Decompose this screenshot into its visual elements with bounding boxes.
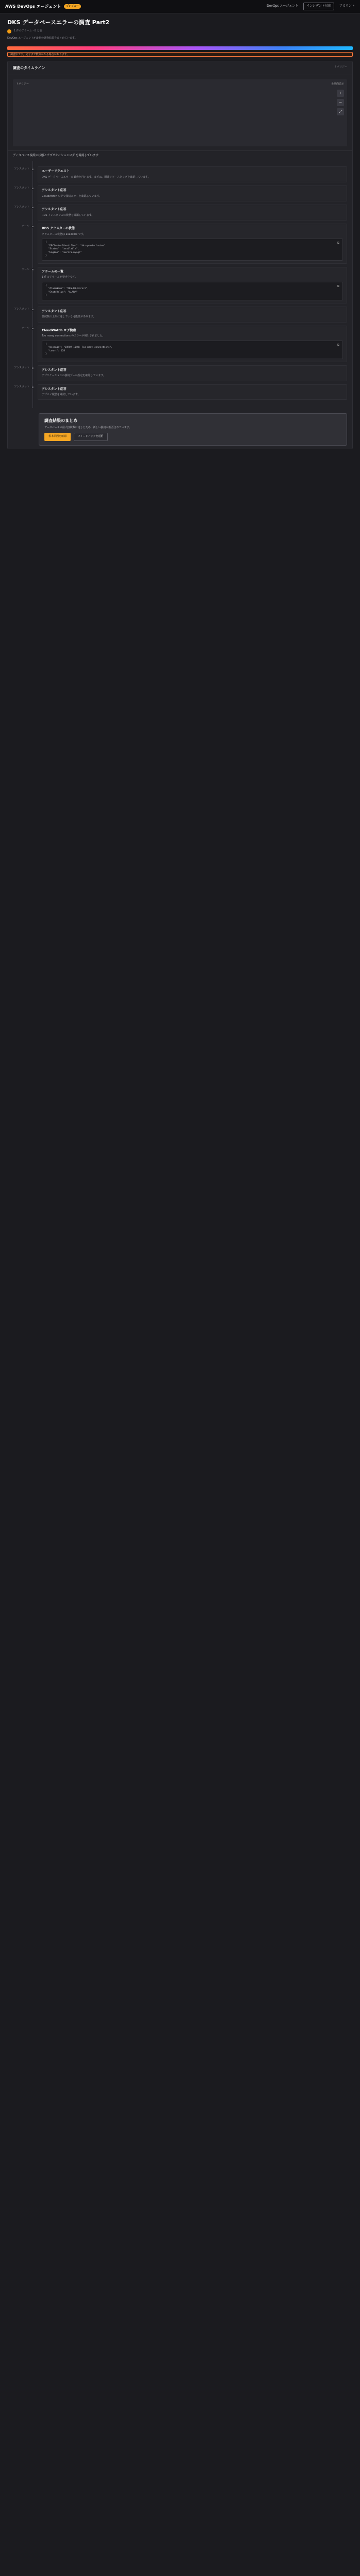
copy-icon[interactable]: ⧉ bbox=[337, 284, 339, 288]
timeline-step bbox=[13, 307, 347, 323]
step-body bbox=[38, 365, 347, 381]
step-title: アシスタント応答 bbox=[42, 368, 67, 372]
top-nav bbox=[267, 3, 355, 10]
topology-preview[interactable] bbox=[13, 79, 347, 146]
step-title: RDS クラスターの状態 bbox=[42, 227, 75, 231]
nav-item-incident[interactable]: インシデント対応 bbox=[303, 3, 334, 10]
timeline-step bbox=[13, 326, 347, 362]
investigation-card bbox=[7, 61, 353, 449]
step-title: ユーザーリクエスト bbox=[42, 170, 70, 174]
step-text: Too many connections のエラーが検出されました。 bbox=[42, 334, 105, 338]
timeline bbox=[8, 161, 352, 408]
step-body bbox=[38, 185, 347, 201]
step-dot-icon bbox=[31, 206, 34, 209]
step-dot-icon bbox=[31, 225, 34, 228]
alarm-dot-icon bbox=[7, 29, 11, 33]
step-actor: ツール bbox=[22, 267, 29, 271]
copy-icon[interactable]: ⧉ bbox=[337, 343, 339, 347]
page-meta bbox=[7, 29, 353, 33]
step-text: アプリケーションの接続プール設定を確認しています。 bbox=[42, 374, 106, 378]
card-title: 調査のタイムライン bbox=[13, 66, 45, 71]
summary-bubble bbox=[39, 413, 347, 445]
step-title: アシスタント応答 bbox=[42, 208, 67, 212]
card-subtitle[interactable]: トポロジー bbox=[334, 65, 347, 69]
step-actor: アシスタント bbox=[14, 167, 29, 171]
step-actor: アシスタント bbox=[14, 366, 29, 369]
brand-title: AWS DevOps エージェント bbox=[5, 4, 61, 9]
step-actor: アシスタント bbox=[14, 385, 29, 388]
fullscreen-label[interactable]: 全画面表示 bbox=[331, 82, 344, 86]
zoom-out-icon[interactable]: − bbox=[337, 99, 344, 106]
step-actor: アシスタント bbox=[14, 187, 29, 190]
timeline-step bbox=[13, 365, 347, 381]
step-dot-icon bbox=[31, 386, 34, 388]
step-code-text: { "message": "ERROR 1040: Too many connections", "count": 128 } bbox=[45, 343, 113, 356]
step-body bbox=[38, 224, 347, 264]
step-dot-icon bbox=[31, 187, 34, 190]
step-body bbox=[38, 326, 347, 362]
step-code bbox=[42, 239, 343, 261]
progress-gradient-bar bbox=[7, 46, 353, 50]
page-title: DKS データベースエラーの調査 Part2 bbox=[7, 19, 110, 26]
summary-text: データベースの最大接続数に達したため、新しい接続が拒否されています。 bbox=[44, 426, 132, 430]
step-body bbox=[38, 267, 347, 303]
fit-view-icon[interactable]: ⤢ bbox=[337, 108, 344, 115]
timeline-step bbox=[13, 384, 347, 400]
step-text: DKS データベースエラーの調査を行います。まずは、関連リソースとログを確認しています。 bbox=[42, 175, 151, 179]
step-code bbox=[42, 341, 343, 359]
step-actor: ツール bbox=[22, 326, 29, 330]
step-text: RDS インスタンスの状態を確認しています。 bbox=[42, 213, 94, 217]
notice-banner: 調査中です。完了まで数分かかる場合があります。 bbox=[7, 52, 353, 57]
step-title: アラームの一覧 bbox=[42, 269, 64, 274]
step-code-text: { "DBClusterIdentifier": "dks-prod-cluster", "Status": "available", "Engine": "aurora-mysql" } bbox=[45, 241, 107, 258]
timeline-heading: データベース接続の状態とアプリケーションログ を確認しています bbox=[8, 150, 352, 161]
timeline-step bbox=[13, 224, 347, 264]
timeline-step bbox=[13, 166, 347, 182]
card-header bbox=[8, 61, 352, 75]
feedback-button[interactable]: フィードバックを送信 bbox=[74, 433, 108, 440]
step-title: CloudWatch ログ検索 bbox=[42, 328, 76, 332]
step-dot-icon bbox=[31, 168, 34, 171]
step-dot-icon bbox=[31, 308, 34, 311]
step-actor: アシスタント bbox=[14, 307, 29, 311]
step-code bbox=[42, 282, 343, 300]
step-title: アシスタント応答 bbox=[42, 387, 67, 391]
preview-badge: プレビュー bbox=[64, 4, 81, 9]
nav-item-devops[interactable]: DevOps エージェント bbox=[267, 4, 299, 8]
nav-item-account[interactable]: アカウント bbox=[339, 4, 355, 8]
step-text: デプロイ履歴を確認しています。 bbox=[42, 393, 80, 397]
step-code-text: { "AlarmName": "DKS-DB-Errors", "StateValue": "ALARM" } bbox=[45, 284, 89, 297]
step-actor: アシスタント bbox=[14, 206, 29, 209]
topology-label: トポロジー bbox=[16, 82, 29, 86]
zoom-in-icon[interactable]: + bbox=[337, 90, 344, 97]
meta-text: 1 件のアラーム・8 分前 bbox=[14, 29, 42, 33]
step-body bbox=[38, 307, 347, 323]
step-title: アシスタント応答 bbox=[42, 189, 67, 193]
root-cause-button[interactable]: 根本原因を確認 bbox=[44, 433, 71, 440]
step-body bbox=[38, 384, 347, 400]
timeline-step bbox=[13, 205, 347, 221]
timeline-step bbox=[13, 267, 347, 303]
step-body bbox=[38, 166, 347, 182]
page-header bbox=[0, 13, 360, 43]
step-title: アシスタント応答 bbox=[42, 309, 67, 313]
page-description: DevOps エージェントが最新の調査結果をまとめています。 bbox=[7, 36, 77, 40]
step-text: 接続数の上限に達している可能性があります。 bbox=[42, 315, 96, 319]
summary-heading: 調査結果のまとめ bbox=[44, 418, 77, 423]
timeline-step bbox=[13, 185, 347, 201]
step-dot-icon bbox=[31, 327, 34, 330]
step-body bbox=[38, 205, 347, 221]
step-text: 1 件のアラームが発火中です。 bbox=[42, 276, 78, 279]
copy-icon[interactable]: ⧉ bbox=[337, 241, 339, 245]
step-text: クラスターの状態は available です。 bbox=[42, 232, 86, 236]
summary-actions bbox=[44, 433, 341, 440]
step-actor: ツール bbox=[22, 225, 29, 228]
step-text: CloudWatch ログで接続エラーを確認しています。 bbox=[42, 194, 102, 198]
step-dot-icon bbox=[31, 268, 34, 271]
step-dot-icon bbox=[31, 367, 34, 369]
top-bar bbox=[0, 0, 360, 13]
